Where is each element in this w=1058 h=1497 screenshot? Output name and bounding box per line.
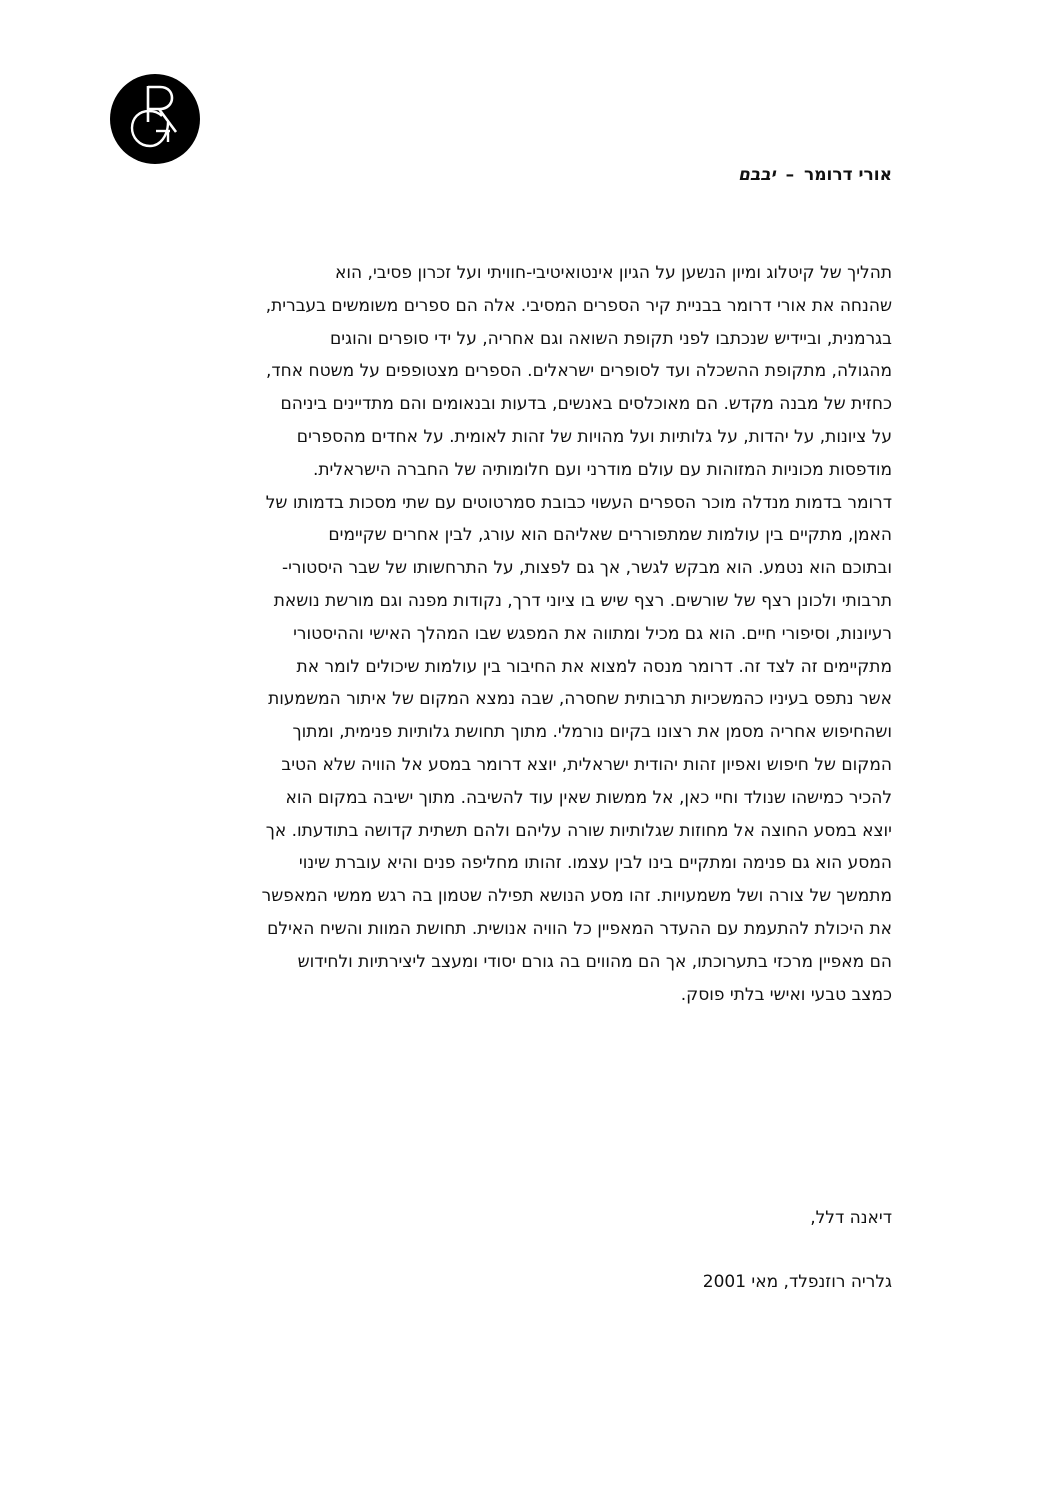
body-line: בגרמנית, וביידיש שנכתבו לפני תקופת השואה וגם אחריה, על ידי סופרים והוגים bbox=[330, 328, 892, 349]
body-line: המסע הוא גם פנימה ומתקיים בינו לבין עצמו. זהותו מחליפה פנים והיא עוברת שינוי bbox=[298, 853, 892, 874]
body-line: יוצא במסע החוצה אל מחוזות שגלותיות שורה עליהם ולהם תשתית קדושה בתודעתו. אך bbox=[265, 820, 892, 841]
body-line: על ציונות, על יהדות, על גלותיות ועל מהויות של זהות לאומית. על אחדים מהספרים bbox=[296, 426, 892, 447]
body-line: מהגולה, מתקופת ההשכלה ועד לסופרים ישראלים. הספרים מצטופפים על משטח אחד, bbox=[265, 361, 892, 382]
body-line: כחזית של מבנה מקדש. הם מאוכלסים באנשים, בדעות ובנאומים והם מתדיינים ביניהם bbox=[280, 394, 892, 415]
exhibition-name: יבבם bbox=[738, 165, 776, 185]
body-line: תרבותי ולכונן רצף של שורשים. רצף שיש בו ציוני דרך, נקודות מפנה וגם מורשת נושאת bbox=[273, 590, 892, 611]
body-line: מתקיימים זה לצד זה. דרומר מנסה למצוא את החיבור בין עולמות שיכולים לומר את bbox=[296, 656, 892, 677]
gallery-date: גלריה רוזנפלד, מאי 2001 bbox=[702, 1272, 892, 1292]
body-line: כמצב טבעי ואישי בלתי פוסק. bbox=[680, 984, 892, 1005]
body-line: להכיר כמישהו שנולד וחיי כאן, אל ממשות שאין עוד להשיבה. מתוך ישיבה במקום הוא bbox=[285, 787, 892, 808]
body-line: מודפסות מכוניות המזוהות עם עולם מודרני ועם חלומותיה של החברה הישראלית. bbox=[312, 459, 892, 480]
body-line: תהליך של קיטלוג ומיון הנשען על הגיון אינטואיטיבי-חוויתי ועל זכרון פסיבי, הוא bbox=[335, 263, 892, 283]
title-dash: – bbox=[785, 165, 795, 185]
artist-name: אורי דרומר bbox=[804, 165, 892, 185]
body-line: שהנחה את אורי דרומר בבניית קיר הספרים המסיבי. אלה הם ספרים משומשים בעברית, bbox=[265, 295, 892, 316]
body-line: רעיונות, וסיפורי חיים. הוא גם מכיל ומתווה את המפגש שבו המהלך האישי וההיסטורי bbox=[293, 623, 892, 644]
body-line: הם מאפיין מרכזי בתערוכתו, אך הם מהווים בה גורם יסודי ומעצב ליצירתיות ולחידוש bbox=[297, 951, 892, 972]
author-signature: דיאנה דלל, bbox=[810, 1208, 892, 1228]
page-title bbox=[738, 163, 892, 187]
essay-body bbox=[172, 257, 892, 1011]
body-line: מתמשך של צורה ושל משמעויות. זהו מסע הנושא תפילה שטמון בה רגש ממשי המאפשר bbox=[261, 886, 892, 907]
gallery-logo bbox=[110, 74, 200, 164]
body-line: ובתוכם הוא נטמע. הוא מבקש לגשר, אך גם לפצות, על התרחשותו של שבר היסטורי- bbox=[281, 558, 892, 579]
body-line: את היכולת להתעמת עם ההעדר המאפיין כל הוויה אנושית. תחושת המוות והשיח האילם bbox=[267, 918, 892, 939]
body-line: אשר נתפס בעיניו כהמשכיות תרבותית שחסרה, שבה נמצא המקום של איתור המשמעות bbox=[268, 689, 892, 710]
body-line: ושהחיפוש אחריה מסמן את רצונו בקיום נורמלי. מתוך תחושת גלותיות פנימית, ומתוך bbox=[292, 722, 892, 743]
rg-monogram-icon bbox=[110, 74, 200, 164]
body-line: המקום של חיפוש ואפיון זהות יהודית ישראלית, יוצא דרומר במסע אל הוויה שלא הטיב bbox=[281, 754, 892, 775]
body-line: דרומר בדמות מנדלה מוכר הספרים העשוי כבובת סמרטוטים עם שתי מסכות בדמותו של bbox=[265, 492, 892, 513]
body-line: האמן, מתקיים בין עולמות שמתפוררים שאליהם הוא עורג, לבין אחרים שקיימים bbox=[328, 525, 892, 546]
